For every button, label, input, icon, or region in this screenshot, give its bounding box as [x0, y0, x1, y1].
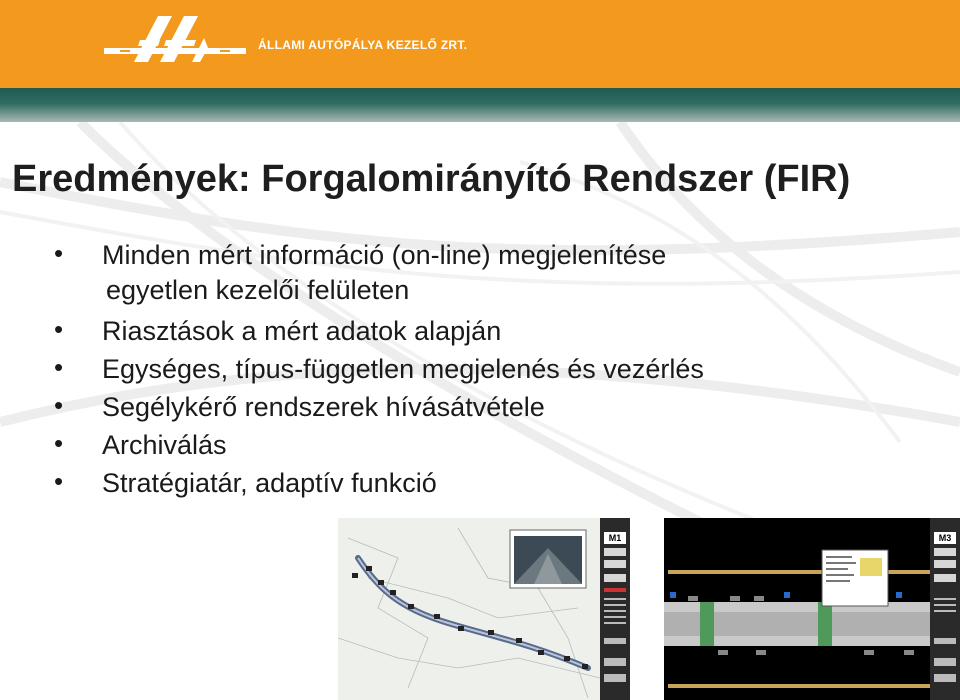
m1-map-screenshot — [338, 518, 630, 700]
list-item — [0, 468, 960, 506]
bullet-list — [0, 240, 960, 506]
slide-title: Eredmények: Forgalomirányító Rendszer (FIR) — [12, 158, 851, 200]
bullet-text: Minden mért információ (on-line) megjelenítése — [102, 240, 667, 270]
m1-label: M1 — [604, 532, 626, 544]
bullet-text: Segélykérő rendszerek hívásátvétele — [102, 392, 545, 422]
m1-map-image — [338, 518, 630, 700]
list-item — [0, 392, 960, 430]
bullet-icon: • — [54, 238, 64, 268]
bullet-text: Riasztások a mért adatok alapján — [102, 316, 502, 346]
m3-label: M3 — [934, 532, 956, 544]
bullet-icon: • — [54, 352, 64, 382]
aaa-logo-icon — [100, 10, 250, 72]
bullet-continuation-text: egyetlen kezelői felületen — [106, 275, 410, 305]
list-item — [0, 316, 960, 354]
m3-segment-image — [664, 518, 960, 700]
bullet-text: Archiválás — [102, 430, 227, 460]
bullet-icon: • — [54, 466, 64, 496]
bullet-text: Stratégiatár, adaptív funkció — [102, 468, 437, 498]
bullet-icon: • — [54, 428, 64, 458]
header-band — [0, 88, 960, 122]
company-name: ÁLLAMI AUTÓPÁLYA KEZELŐ ZRT. — [258, 38, 468, 52]
list-item — [0, 430, 960, 468]
list-item — [0, 354, 960, 392]
bullet-text: Egységes, típus-független megjelenés és vezérlés — [102, 354, 704, 384]
bullet-icon: • — [54, 390, 64, 420]
list-item-continuation — [0, 275, 960, 316]
list-item — [0, 240, 960, 278]
header-bar — [0, 0, 960, 88]
m3-segment-screenshot — [664, 518, 960, 700]
bullet-icon: • — [54, 314, 64, 344]
